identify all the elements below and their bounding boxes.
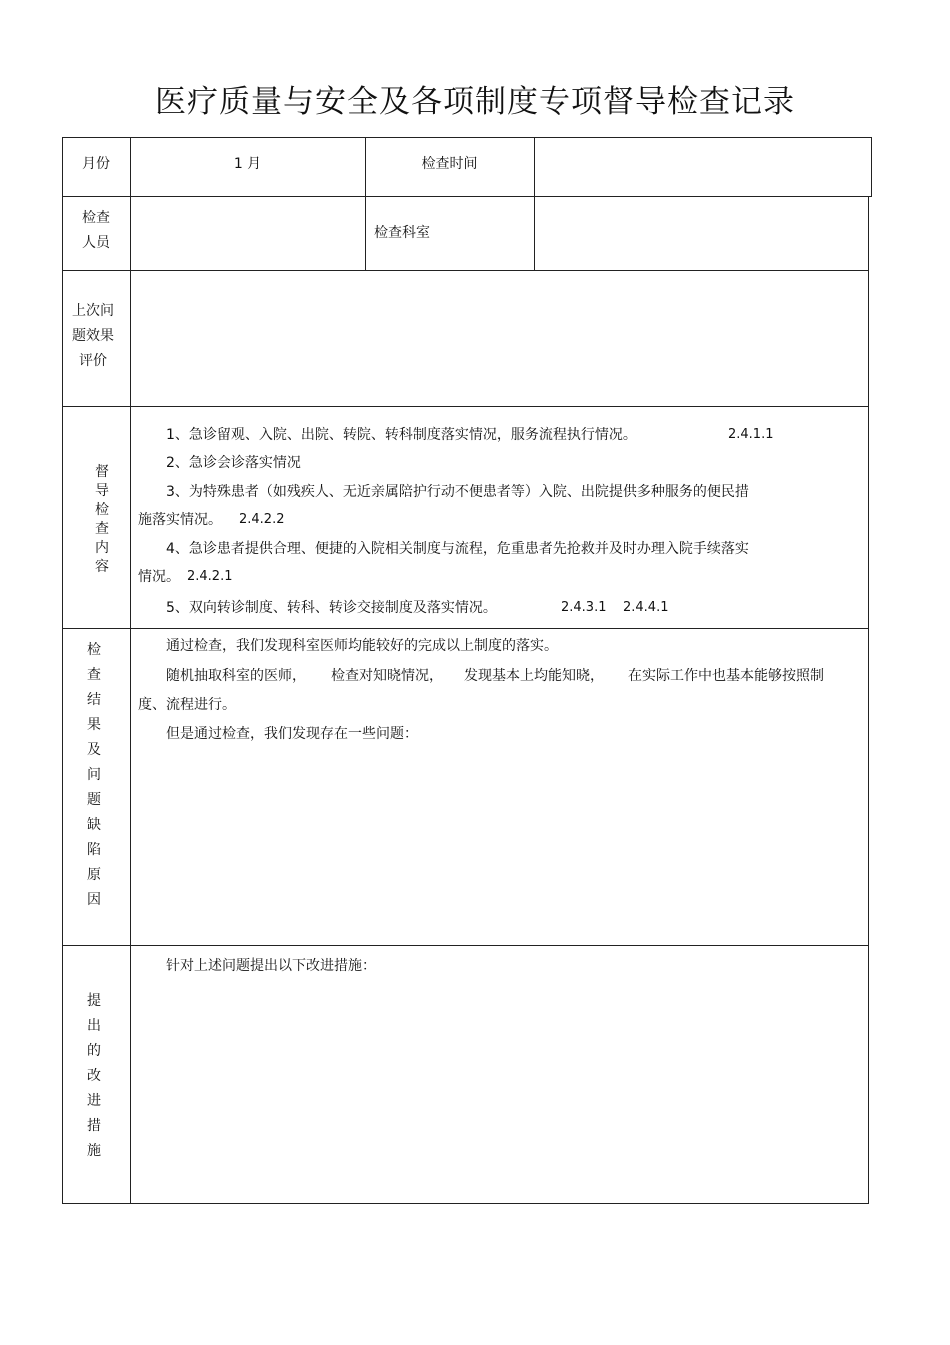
last-issue-eval-label: 上次问 题效果 评价 (72, 303, 114, 369)
result-paragraph-2d: 在实际工作中也基本能够按照制 (628, 668, 824, 684)
improvement-measures-label: 提 出 的 改 进 措 施 (87, 993, 101, 1159)
result-paragraph-1: 通过检查，我们发现科室医师均能较好的完成以上制度的落实。 (166, 638, 558, 654)
content-item-3: 3、为特殊患者（如残疾人、无近亲属陪护行动不便患者等）入院、出院提供多种服务的便民措 (166, 484, 749, 500)
result-paragraph-2c: 发现基本上均能知晓， (464, 668, 604, 684)
content-item-5-code-2: 2.4.4.1 (623, 600, 669, 615)
content-item-3-cont: 施落实情况。 (138, 512, 222, 528)
result-paragraph-2b: 检查对知晓情况， (331, 668, 443, 684)
content-item-1-code: 2.4.1.1 (728, 427, 774, 442)
result-paragraph-2-cont: 度、流程进行。 (138, 697, 236, 713)
month-label: 月份 (82, 156, 110, 172)
result-paragraph-2a: 随机抽取科室的医师， (166, 668, 306, 684)
check-dept-label: 检查科室 (374, 225, 430, 241)
check-time-label: 检查时间 (421, 156, 478, 172)
content-item-5-code-1: 2.4.3.1 (561, 600, 607, 615)
content-item-1: 1、急诊留观、入院、出院、转院、转科制度落实情况，服务流程执行情况。 (166, 427, 637, 443)
supervision-content-label: 督 导 检 查 内 容 (95, 464, 109, 575)
content-item-3-code: 2.4.2.2 (239, 512, 285, 527)
page-title: 医疗质量与安全及各项制度专项督导检查记录 (155, 84, 795, 120)
content-item-2: 2、急诊会诊落实情况 (166, 455, 301, 471)
staff-label: 检查 人员 (82, 210, 110, 251)
content-item-5: 5、双向转诊制度、转科、转诊交接制度及落实情况。 (166, 600, 497, 616)
result-defect-cause-label: 检 查 结 果 及 问 题 缺 陷 原 因 (87, 642, 101, 908)
content-item-4: 4、急诊患者提供合理、便捷的入院相关制度与流程，危重患者先抢救并及时办理入院手续落实 (166, 541, 749, 557)
content-item-4-code: 2.4.2.1 (187, 569, 233, 584)
result-paragraph-3: 但是通过检查，我们发现存在一些问题： (166, 726, 418, 742)
month-value: 1 月 (233, 156, 262, 172)
content-item-4-cont: 情况。 (138, 569, 180, 585)
improvement-paragraph-1: 针对上述问题提出以下改进措施： (166, 958, 376, 974)
